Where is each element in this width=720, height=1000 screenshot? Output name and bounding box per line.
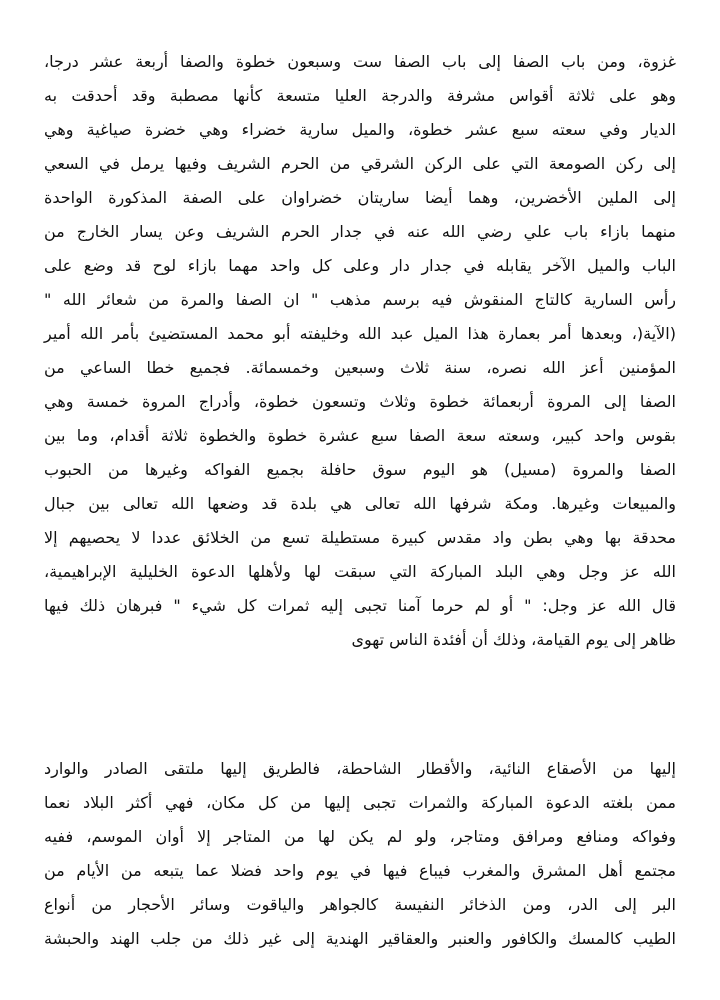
- text-line: وفواكه ومنافع ومرافق ومتاجر، ولو لم يكن لها من المتاجر إلا أوان الموسم، ففيه: [44, 827, 676, 846]
- text-line: منهما بازاء باب علي رضي الله عنه في جدار الحرم الشريف وعن يسار الخارج من: [44, 222, 676, 241]
- text-line: المؤمنين أعز الله نصره، سنة ثلاث وسبعين وخمسمائة. فجميع خطا الساعي من: [44, 358, 676, 377]
- text-line: ممن بلغته الدعوة المباركة والثمرات تجبى إليها من كل مكان، فهي أكثر البلاد نعما: [44, 793, 676, 812]
- paragraph-1: [44, 45, 676, 657]
- text-line-last: ظاهر إلى يوم القيامة، وذلك أن أفئدة الناس تهوى: [351, 630, 676, 649]
- text-line: الصفا والمروة (مسيل) هو اليوم سوق حافلة بجميع الفواكه وغيرها من الحبوب: [44, 460, 676, 479]
- text-line: إليها من الأصقاع النائية، والأقطار الشاحطة، فالطريق إليها ملتقى الصادر والوارد: [44, 759, 676, 778]
- text-line: غزوة، ومن باب الصفا إلى باب الصفا ست وسبعون خطوة والصفا أربعة عشر درجا،: [44, 52, 676, 71]
- text-line: قال الله عز وجل: " أو لم حرما آمنا تجبى إليه ثمرات كل شيء " فبرهان ذلك فيها: [44, 596, 676, 615]
- text-line: محدقة بها وهي بطن واد مقدس كبيرة مستطيلة تسع من الخلائق عددا لا يحصيهم إلا: [44, 528, 676, 547]
- text-line: الديار وفي سعته سبع عشر خطوة، والميل سارية خضراء وهي خضرة صياغية وهي: [44, 120, 676, 139]
- paragraph-2: [44, 752, 676, 956]
- text-line: الصفا إلى المروة أربعمائة خطوة وثلاث وتسعون خطوة، وأدراج المروة خمسة وهي: [44, 392, 676, 411]
- text-line: والمبيعات وغيرها. ومكة شرفها الله تعالى هي بلدة قد وضعها الله تعالى بين جبال: [44, 494, 676, 513]
- text-line: الله عز وجل وهي البلد المباركة التي سبقت لها ولأهلها الدعوة الخليلية الإبراهيمية،: [44, 562, 676, 581]
- text-line: البر إلى الدر، ومن الذخائر النفيسة كالجواهر والياقوت وسائر الأحجار من أنواع: [44, 895, 676, 914]
- text-line: (الآية(، وبعدها أمر بعمارة هذا الميل عبد الله وخليفته أبو محمد المستضيئ بأمر الله أمير: [44, 324, 676, 343]
- text-line: الباب والميل الآخر يقابله في جدار دار وعلى كل واحد مهما بازاء لوح قد وضع على: [44, 256, 676, 275]
- text-line: رأس السارية كالتاج المنقوش فيه برسم مذهب " ان الصفا والمرة من شعائر الله ": [44, 290, 676, 309]
- text-line: إلى ركن الصومعة التي على الركن الشرقي من الحرم الشريف وفيها يرمل في السعي: [44, 154, 676, 173]
- text-line: إلى الملين الأخضرين، وهما أيضا ساريتان خضراوان على الصفة المذكورة الواحدة: [44, 188, 676, 207]
- text-line: وهو على ثلاثة أقواس مشرفة والدرجة العليا متسعة كأنها مصطبة وقد أحدقت به: [44, 86, 676, 105]
- text-line: بقوس واحد كبير، وسعته سعة الصفا سبع عشرة خطوة والخطوة ثلاثة أقدام، وما بين: [44, 426, 676, 445]
- text-line: مجتمع أهل المشرق والمغرب فيباع فيها في يوم واحد فضلا عما يتبعه من الأيام من: [44, 861, 676, 880]
- text-line: الطيب كالمسك والكافور والعنبر والعقاقير الهندية إلى غير ذلك من جلب الهند والحبشة: [44, 929, 676, 948]
